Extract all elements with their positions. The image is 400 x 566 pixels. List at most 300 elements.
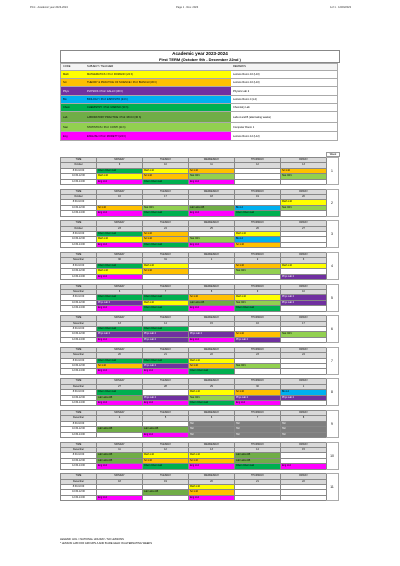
lesson-cell <box>235 274 281 279</box>
lesson-room: L12 <box>194 306 199 310</box>
legend-header-subject: SUBJECT / TEACHER <box>87 65 114 68</box>
legend-header <box>60 63 338 71</box>
month-label: October <box>61 195 97 200</box>
lesson-room: Lab 2 <box>288 395 294 399</box>
time-slot-row <box>61 369 327 374</box>
lesson-subject: Lab <box>144 490 148 494</box>
day-header: THURSDAY <box>235 189 281 194</box>
lesson-subject: Phys <box>282 274 288 278</box>
lesson-subject: Stat <box>144 205 149 209</box>
slot-time: 12:30-14:00 <box>61 432 97 437</box>
day-header: MONDAY <box>97 158 143 163</box>
lesson-room: Lab 2 <box>104 300 110 304</box>
schedule-title-block <box>60 50 340 63</box>
week-block <box>60 347 338 375</box>
lesson-subject: Math <box>98 237 104 241</box>
lesson-cell <box>143 274 189 279</box>
date-cell: 18 <box>97 479 143 484</box>
lesson-room: L12 <box>102 464 107 468</box>
month-label: October <box>61 163 97 168</box>
lesson-subject: Chem <box>144 179 151 183</box>
lesson-subject: Sci <box>190 295 194 299</box>
week-block <box>60 410 338 438</box>
lesson-subject: Eng <box>190 306 195 310</box>
day-header: TUESDAY <box>143 316 189 321</box>
lesson-subject: Phys <box>282 395 288 399</box>
day-header: FRIDAY <box>281 442 327 447</box>
lesson-cell <box>281 306 327 311</box>
lesson-cell <box>189 401 235 406</box>
slot-time: 8:30-10:00 <box>61 485 97 490</box>
lesson-subject: Chem <box>98 168 105 172</box>
date-cell: 21 <box>143 353 189 358</box>
lesson-room: CR1 <box>194 237 200 241</box>
week-table <box>60 378 327 406</box>
time-slot-row <box>61 306 327 311</box>
date-cell: 30 <box>235 384 281 389</box>
lesson-subject: Sci <box>236 390 240 394</box>
lesson-cell <box>97 401 143 406</box>
lesson-subject: Chem <box>236 306 243 310</box>
slot-time: 10:30-12:00 <box>61 174 97 179</box>
date-cell: 17 <box>281 321 327 326</box>
day-header: WEDNESDAY <box>189 347 235 352</box>
legend-remarks: Lecture Room 10 (L10) <box>233 73 260 76</box>
lesson-room: Chem Lab <box>151 179 163 183</box>
slot-time: 8:30-10:00 <box>61 168 97 173</box>
week-table <box>60 315 327 343</box>
slot-time: 10:30-12:00 <box>61 395 97 400</box>
day-header: WEDNESDAY <box>189 221 235 226</box>
lesson-cell <box>143 306 189 311</box>
day-header: MONDAY <box>97 474 143 479</box>
date-cell: 15 <box>189 321 235 326</box>
lesson-room: L10 <box>150 168 154 172</box>
lesson-cell <box>235 306 281 311</box>
lesson-cell <box>97 179 143 184</box>
week-number: 2 <box>326 189 339 217</box>
lesson-room: CR1 <box>194 174 200 178</box>
legend-code: Phys <box>61 87 85 95</box>
lesson-subject: Stat <box>190 174 195 178</box>
lesson-cell <box>143 401 189 406</box>
lesson-room: L12 <box>148 369 153 373</box>
lesson-room: Lab 2 <box>288 295 294 299</box>
day-header: FRIDAY <box>281 347 327 352</box>
day-header: THURSDAY <box>235 316 281 321</box>
slot-time: 8:30-10:00 <box>61 232 97 237</box>
lesson-subject: Hol <box>282 421 286 425</box>
lesson-subject: Eng <box>190 179 195 183</box>
week-block <box>60 157 338 185</box>
date-cell: 15 <box>281 448 327 453</box>
slot-time: 10:30-12:00 <box>61 458 97 463</box>
lesson-cell <box>143 179 189 184</box>
lesson-room: Chem Lab <box>197 369 209 373</box>
week-table <box>60 473 327 501</box>
lesson-room: L12 <box>102 179 107 183</box>
lesson-room: L10 <box>196 485 200 489</box>
lesson-room: L10 <box>288 263 292 267</box>
lesson-subject: Stat <box>282 205 287 209</box>
time-slot-row <box>61 174 327 179</box>
lesson-cell <box>235 337 281 342</box>
lesson-subject: Chem <box>190 369 197 373</box>
day-header: FRIDAY <box>281 379 327 384</box>
lesson-subject: Hol <box>236 421 240 425</box>
legend-code: Eng <box>61 132 85 140</box>
lesson-room: L12 <box>102 495 107 499</box>
lesson-cell <box>235 432 281 437</box>
legend-row <box>60 71 338 79</box>
lesson-cell <box>281 242 327 247</box>
legend-header-code: CODE <box>63 65 71 68</box>
date-cell: 12 <box>235 163 281 168</box>
lesson-room: Lab 2 <box>150 363 156 367</box>
date-cell: 30 <box>97 258 143 263</box>
lesson-subject: Chem <box>144 464 151 468</box>
lesson-room: CR1 <box>286 174 292 178</box>
date-cell: 10 <box>281 289 327 294</box>
date-cell: 27 <box>97 384 143 389</box>
lesson-subject: Math <box>282 200 288 204</box>
day-header: WEDNESDAY <box>189 411 235 416</box>
date-cell: 21 <box>235 479 281 484</box>
date-cell: 5 <box>143 416 189 421</box>
slot-time: 12:30-14:00 <box>61 464 97 469</box>
day-header: THURSDAY <box>235 474 281 479</box>
lesson-cell <box>143 464 189 469</box>
legend-subject: ENGLISH / Prof. MORETTI (24 h) <box>85 132 231 140</box>
lesson-cell <box>97 337 143 342</box>
lesson-subject: Chem <box>236 464 243 468</box>
lesson-cell <box>143 495 189 500</box>
legend-remarks: Labs A and B (alternating weeks) <box>233 115 271 119</box>
lesson-subject: Sci <box>190 490 194 494</box>
lesson-cell <box>189 464 235 469</box>
lesson-subject: Math <box>98 269 104 273</box>
month-label: December <box>61 384 97 389</box>
lesson-subject: Math <box>190 485 196 489</box>
lesson-cell <box>281 495 327 500</box>
lesson-cell <box>235 464 281 469</box>
lesson-cell <box>189 179 235 184</box>
academic-year-title: Academic year 2023-2024 <box>172 51 228 56</box>
lesson-subject: Chem <box>144 326 151 330</box>
lesson-subject: Sci <box>144 458 148 462</box>
lesson-room: Labs A/B <box>102 427 113 431</box>
lesson-subject: Phys <box>282 300 288 304</box>
week-block <box>60 378 338 406</box>
lesson-cell <box>143 369 189 374</box>
lesson-cell <box>97 464 143 469</box>
lesson-subject: Hol <box>190 432 194 436</box>
lesson-room: L4 <box>286 390 289 394</box>
day-header: TUESDAY <box>143 442 189 447</box>
day-header: THURSDAY <box>235 379 281 384</box>
date-cell: 1 <box>281 384 327 389</box>
lesson-room: L10 <box>196 453 200 457</box>
lesson-subject: Sci <box>144 232 148 236</box>
lesson-subject: Bio <box>236 205 240 209</box>
lesson-room: L10 <box>242 232 246 236</box>
date-cell: 20 <box>189 479 235 484</box>
lesson-room: L10 <box>240 390 244 394</box>
lesson-room: CR1 <box>286 205 292 209</box>
lesson-cell <box>235 179 281 184</box>
date-cell: 4 <box>97 416 143 421</box>
lesson-cell <box>281 464 327 469</box>
lesson-cell <box>97 242 143 247</box>
day-header: THURSDAY <box>235 347 281 352</box>
day-header: MONDAY <box>97 379 143 384</box>
time-header: TIME <box>61 189 97 194</box>
legend-code: Math <box>61 71 85 78</box>
lesson-subject: Lab <box>98 427 102 431</box>
week-block <box>60 315 338 343</box>
time-slot-row <box>61 211 327 216</box>
lesson-room: L12 <box>148 432 153 436</box>
slot-time: 8:30-10:00 <box>61 453 97 458</box>
lesson-subject: Sci <box>282 168 286 172</box>
lesson-room: L10 <box>196 390 200 394</box>
lesson-subject: Hol <box>236 427 240 431</box>
legend-subject: THEORY & PRACTICE OF SCIENCE / Prof. BIANCHI (30 h) <box>85 79 231 86</box>
legend-row <box>60 132 338 141</box>
legend-row <box>60 96 338 104</box>
day-header: THURSDAY <box>235 442 281 447</box>
slot-time: 12:30-14:00 <box>61 274 97 279</box>
lesson-subject: Eng <box>190 242 195 246</box>
lesson-room: Chem Lab <box>197 401 209 404</box>
lesson-cell <box>143 211 189 216</box>
month-label: November <box>61 353 97 358</box>
date-cell: 13 <box>97 321 143 326</box>
lesson-subject: Math <box>236 295 242 299</box>
lesson-room: Lab 2 <box>288 274 294 278</box>
legend-remarks: Lecture Room 12 (L12) <box>233 134 260 138</box>
slot-time: 12:30-14:00 <box>61 211 97 216</box>
day-header: TUESDAY <box>143 411 189 416</box>
lesson-subject: Chem <box>144 242 151 246</box>
lesson-cell <box>97 369 143 374</box>
lesson-subject: Hol <box>236 432 240 436</box>
lesson-room: Lab 2 <box>196 332 202 336</box>
slot-time: 12:30-14:00 <box>61 179 97 184</box>
time-header: TIME <box>61 316 97 321</box>
lesson-cell <box>281 274 327 279</box>
date-cell: 28 <box>143 384 189 389</box>
lesson-room: L10 <box>196 358 200 362</box>
day-header: TUESDAY <box>143 284 189 289</box>
date-cell: 2 <box>235 258 281 263</box>
slot-time: 8:30-10:00 <box>61 295 97 300</box>
day-header: TUESDAY <box>143 189 189 194</box>
lesson-cell <box>97 495 143 500</box>
lesson-subject: Eng <box>144 432 149 436</box>
lesson-subject: Stat <box>282 332 287 336</box>
lesson-subject: Sci <box>144 269 148 273</box>
lesson-room: Labs A/B <box>240 453 251 457</box>
date-cell: 14 <box>143 321 189 326</box>
day-header: TUESDAY <box>143 252 189 257</box>
lesson-room: Labs A/B <box>148 490 159 494</box>
day-header: MONDAY <box>97 316 143 321</box>
legend-subject: PHYSICS / Prof. GALLO (30 h) <box>85 87 231 95</box>
lesson-room: L10 <box>150 453 154 457</box>
lesson-cell <box>189 432 235 437</box>
day-header: TUESDAY <box>143 474 189 479</box>
month-label: October <box>61 226 97 231</box>
day-header: WEDNESDAY <box>189 158 235 163</box>
week-number: 5 <box>326 284 339 312</box>
lesson-subject: Hol <box>190 421 194 425</box>
lesson-room: L10 <box>240 263 244 267</box>
time-slot-row <box>61 168 327 173</box>
lesson-subject: Eng <box>98 211 103 215</box>
lesson-subject: Sci <box>190 363 194 367</box>
date-cell: 26 <box>235 226 281 231</box>
slot-time: 10:30-12:00 <box>61 363 97 368</box>
lesson-cell <box>143 242 189 247</box>
time-slot-row <box>61 390 327 395</box>
slot-time: 8:30-10:00 <box>61 358 97 363</box>
lesson-room: L12 <box>102 242 107 246</box>
lesson-subject: Chem <box>98 232 105 236</box>
week-number: 10 <box>326 442 339 470</box>
lesson-subject: Chem <box>98 390 105 394</box>
lesson-subject: Stat <box>236 300 241 304</box>
lesson-subject: Eng <box>98 401 103 404</box>
lesson-room: Lab 2 <box>242 337 248 341</box>
lesson-cell <box>189 211 235 216</box>
time-slot-row <box>61 332 327 337</box>
lesson-cell <box>189 495 235 500</box>
time-header: TIME <box>61 252 97 257</box>
time-header: TIME <box>61 474 97 479</box>
time-header: TIME <box>61 347 97 352</box>
lesson-cell <box>189 274 235 279</box>
lesson-subject: Sci <box>144 174 148 178</box>
lesson-cell <box>235 369 281 374</box>
date-cell: 9 <box>235 289 281 294</box>
lesson-subject: Hol <box>190 427 194 431</box>
lesson-room: L10 <box>240 332 244 336</box>
lesson-subject: Math <box>144 168 150 172</box>
lesson-room: Chem Lab <box>243 464 255 468</box>
print-header-center: Page 1 · Rev. 2023 <box>176 6 199 9</box>
slot-time: 8:30-10:00 <box>61 326 97 331</box>
month-label: November <box>61 321 97 326</box>
date-cell: 1 <box>189 258 235 263</box>
legend-code: Lab <box>61 112 85 122</box>
lesson-cell <box>97 432 143 437</box>
lesson-room: L10 <box>104 237 108 241</box>
lesson-room: L10 <box>148 458 152 462</box>
lesson-subject: Lab <box>190 300 194 304</box>
lesson-room: L12 <box>102 211 107 215</box>
legend-row <box>60 79 338 87</box>
day-header: FRIDAY <box>281 158 327 163</box>
week-number: 8 <box>326 378 339 406</box>
date-cell: 8 <box>281 416 327 421</box>
lesson-room: CR1 <box>240 363 246 367</box>
date-cell: 23 <box>97 226 143 231</box>
day-header: MONDAY <box>97 252 143 257</box>
day-header: WEDNESDAY <box>189 442 235 447</box>
time-slot-row <box>61 295 327 300</box>
weekly-schedule <box>60 157 338 505</box>
lesson-subject: Phys <box>144 363 150 367</box>
day-header: TUESDAY <box>143 221 189 226</box>
lesson-room: L10 <box>148 237 152 241</box>
time-slot-row <box>61 495 327 500</box>
lesson-room: L10 <box>104 174 108 178</box>
lesson-room: L10 <box>148 174 152 178</box>
time-header: TIME <box>61 221 97 226</box>
lesson-room: L10 <box>288 200 292 204</box>
lesson-room: Labs A/B <box>194 205 205 209</box>
date-cell: 24 <box>143 226 189 231</box>
date-cell: 18 <box>189 195 235 200</box>
legend-code: Chem <box>61 104 85 111</box>
week-number: 1 <box>326 157 339 185</box>
time-slot-row <box>61 395 327 400</box>
lesson-subject: Sci <box>236 263 240 267</box>
lesson-room: Lab 2 <box>150 337 156 341</box>
lesson-subject: Lab <box>236 453 240 457</box>
week-number: 7 <box>326 347 339 375</box>
slot-time: 12:30-14:00 <box>61 495 97 500</box>
lesson-room: L12 <box>102 369 107 373</box>
lesson-room: Chem Lab <box>105 390 117 394</box>
lesson-subject: Chem <box>190 401 197 404</box>
date-cell: 3 <box>281 258 327 263</box>
lesson-room: L12 <box>102 306 107 310</box>
lesson-room: Labs A/B <box>240 458 251 462</box>
day-header: WEDNESDAY <box>189 252 235 257</box>
legend-row <box>60 104 338 112</box>
day-header: THURSDAY <box>235 221 281 226</box>
lesson-subject: Stat <box>236 363 241 367</box>
lesson-room: CR1 <box>194 395 200 399</box>
legend-subject: BIOLOGY / Prof. ESPOSITO (24 h) <box>85 96 231 103</box>
lesson-subject: Math <box>144 263 150 267</box>
lesson-subject: Phys <box>144 395 150 399</box>
slot-time: 8:30-10:00 <box>61 263 97 268</box>
date-cell: 17 <box>143 195 189 200</box>
time-header: TIME <box>61 411 97 416</box>
lesson-subject: Eng <box>98 464 103 468</box>
lesson-cell <box>235 401 281 406</box>
lesson-room: L4 <box>240 205 243 209</box>
lesson-subject: Math <box>282 263 288 267</box>
date-cell: 7 <box>143 289 189 294</box>
slot-time: 10:30-12:00 <box>61 427 97 432</box>
lesson-subject: Eng <box>98 495 103 499</box>
lesson-subject: Chem <box>98 263 105 267</box>
lesson-room: Chem Lab <box>151 295 163 299</box>
lesson-cell <box>281 337 327 342</box>
day-header: FRIDAY <box>281 189 327 194</box>
legend-remarks: Physics Lab 2 <box>233 89 250 93</box>
lesson-subject: Math <box>236 232 242 236</box>
lesson-cell <box>143 432 189 437</box>
lesson-cell <box>281 211 327 216</box>
lesson-cell <box>281 369 327 374</box>
legend-subject: MATHEMATICS / Prof. ROMANO (24 h) <box>85 71 231 78</box>
legend-row <box>60 87 338 96</box>
